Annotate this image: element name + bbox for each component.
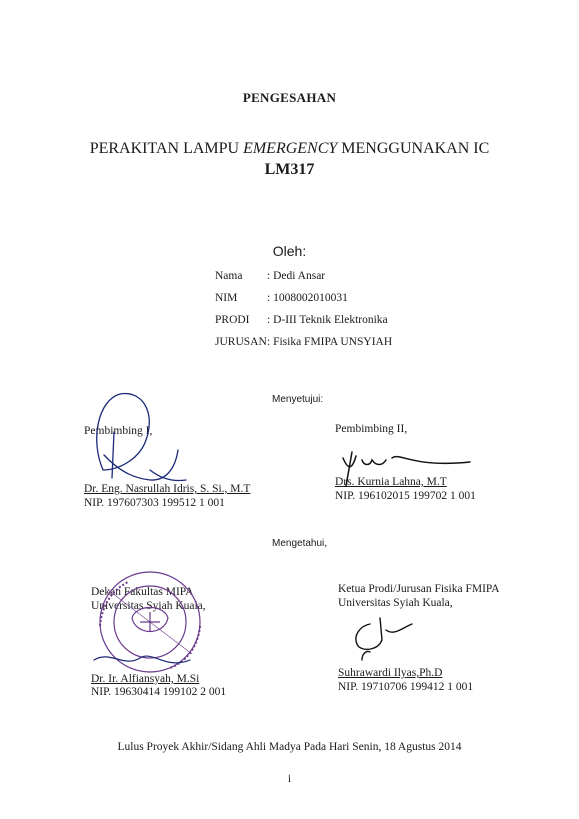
signature-pembimbing1 — [97, 394, 186, 481]
oleh-label: Oleh: — [272, 243, 307, 259]
menyetujui-label: Menyetujui: — [272, 394, 324, 405]
info-label-jurusan: JURUSAN — [215, 336, 267, 348]
info-value-nama: : Dedi Ansar — [267, 270, 326, 282]
title-line-1: PERAKITAN LAMPU EMERGENCY MENGGUNAKAN IC — [89, 140, 490, 157]
pembimbing2-role: Pembimbing II, — [335, 423, 408, 435]
info-value-jurusan: : Fisika FMIPA UNSYIAH — [267, 336, 393, 348]
page-number: i — [287, 773, 292, 785]
kaprodi-name: Suhrawardi Ilyas,Ph.D — [338, 667, 443, 679]
pembimbing1-name: Dr. Eng. Nasrullah Idris, S. Si., M.T — [84, 483, 251, 495]
dekan-role-line1: Dekan Fakultas MIPA — [91, 586, 194, 598]
thesis-title — [0, 138, 579, 180]
pembimbing2-nip: NIP. 196102015 199702 1 001 — [335, 490, 476, 502]
dekan-role-line2: Universitas Syiah Kuala, — [91, 600, 206, 612]
page-heading: PENGESAHAN — [242, 90, 337, 105]
info-label-prodi: PRODI — [215, 314, 250, 326]
pembimbing1-nip: NIP. 197607303 199512 1 001 — [84, 497, 225, 509]
mengetahui-label: Mengetahui, — [272, 538, 328, 549]
title-line-2: LM317 — [264, 161, 315, 178]
info-value-nim: : 1008002010031 — [267, 292, 348, 304]
info-label-nim: NIM — [215, 292, 238, 304]
info-label-nama: Nama — [215, 270, 243, 282]
pembimbing2-name: Drs. Kurnia Lahna, M.T — [335, 476, 447, 488]
info-value-prodi: : D-III Teknik Elektronika — [267, 314, 388, 326]
graduation-note: Lulus Proyek Akhir/Sidang Ahli Madya Pada Hari Senin, 18 Agustus 2014 — [117, 741, 462, 753]
signature-dekan — [94, 656, 190, 663]
pembimbing1-role: Pembimbing I, — [84, 425, 153, 437]
kaprodi-role-line1: Ketua Prodi/Jurusan Fisika FMIPA — [338, 583, 500, 595]
dekan-nip: NIP. 19630414 199102 2 001 — [91, 686, 227, 698]
dekan-name: Dr. Ir. Alfiansyah, M.Si — [91, 673, 200, 685]
kaprodi-nip: NIP. 19710706 199412 1 001 — [338, 681, 474, 693]
signature-kaprodi — [356, 618, 412, 660]
kaprodi-role-line2: Universitas Syiah Kuala, — [338, 597, 453, 609]
